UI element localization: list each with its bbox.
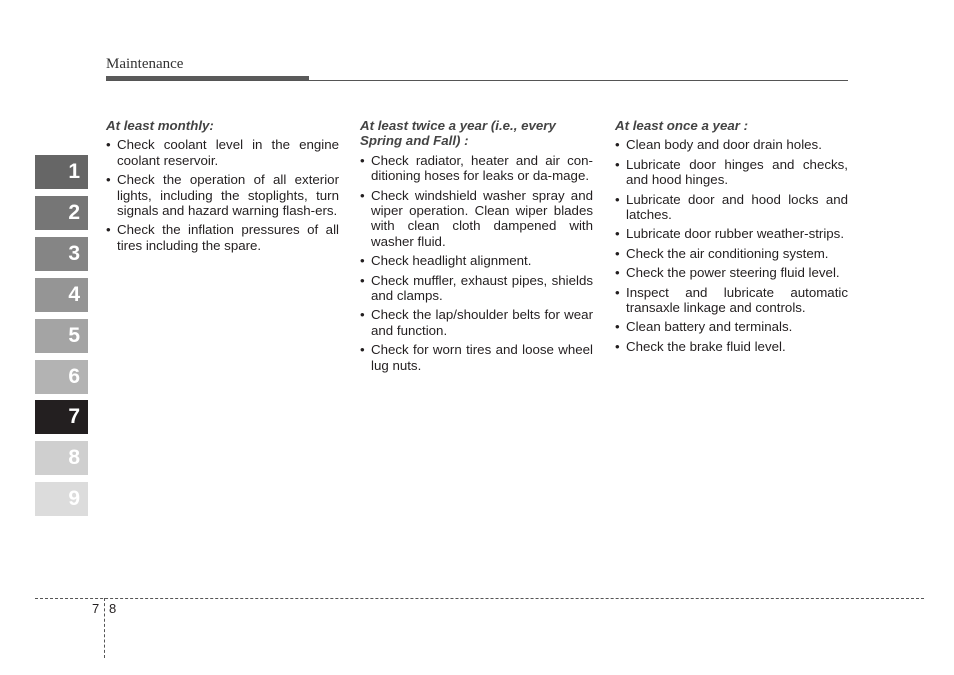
list-item: • Lubricate door rubber weather-strips. <box>615 226 848 241</box>
header-rule <box>106 80 848 81</box>
list-item: • Check the inflation pressures of all tires including the spare. <box>106 222 339 253</box>
list-item: • Check radiator, heater and air con-ditioning hoses for leaks or da-mage. <box>360 153 593 184</box>
column-heading: At least twice a year (i.e., every Spring and Fall) : <box>360 118 556 149</box>
list-item: • Check the power steering fluid level. <box>615 265 848 280</box>
list-item: • Check the lap/shoulder belts for wear and function. <box>360 307 593 338</box>
chapter-tab-3[interactable]: 3 <box>35 237 88 271</box>
list-item: • Clean body and door drain holes. <box>615 137 848 152</box>
checklist <box>615 137 848 354</box>
list-item: • Check for worn tires and loose wheel lug nuts. <box>360 342 593 373</box>
chapter-tab-8[interactable]: 8 <box>35 441 88 475</box>
column-monthly <box>106 118 339 257</box>
chapter-tab-5[interactable]: 5 <box>35 319 88 353</box>
chapter-tab-7[interactable]: 7 <box>35 400 88 434</box>
chapter-tab-2[interactable]: 2 <box>35 196 88 230</box>
list-item: • Check coolant level in the engine coolant reservoir. <box>106 137 339 168</box>
list-item: • Lubricate door hinges and checks, and hood hinges. <box>615 157 848 188</box>
chapter-tab-6[interactable]: 6 <box>35 360 88 394</box>
footer-divider <box>35 598 924 599</box>
section-title: Maintenance <box>106 56 184 72</box>
list-item: • Check the brake fluid level. <box>615 339 848 354</box>
list-item: • Check the air conditioning system. <box>615 246 848 261</box>
chapter-tab-1[interactable]: 1 <box>35 155 88 189</box>
page-number: 8 <box>109 601 117 616</box>
checklist <box>360 153 593 373</box>
list-item: • Check windshield washer spray and wiper operation. Clean wiper blades with clean cloth dampened with washer fluid. <box>360 188 593 250</box>
chapter-tab-4[interactable]: 4 <box>35 278 88 312</box>
column-yearly <box>615 118 848 358</box>
list-item: • Check headlight alignment. <box>360 253 593 268</box>
list-item: • Clean battery and terminals. <box>615 319 848 334</box>
list-item: • Check muffler, exhaust pipes, shields and clamps. <box>360 273 593 304</box>
chapter-tab-9[interactable]: 9 <box>35 482 88 516</box>
column-twice-yearly <box>360 118 593 377</box>
chapter-number: 7 <box>92 601 100 616</box>
list-item: • Check the operation of all exterior lights, including the stoplights, turn signals and hazard warning flash-ers. <box>106 172 339 218</box>
column-heading: At least once a year : <box>615 118 749 133</box>
list-item: • Lubricate door and hood locks and latches. <box>615 192 848 223</box>
list-item: • Inspect and lubricate automatic transaxle linkage and controls. <box>615 285 848 316</box>
checklist <box>106 137 339 253</box>
column-heading: At least monthly: <box>106 118 214 133</box>
page-number-divider <box>104 598 105 658</box>
